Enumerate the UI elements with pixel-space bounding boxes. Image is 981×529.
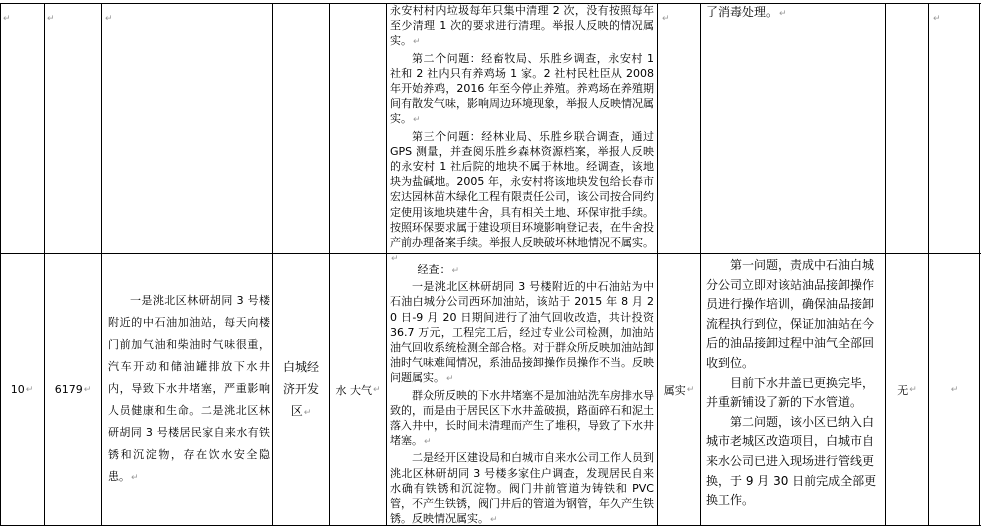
detail-paragraph: 一是洮北区林研胡同 3 号楼附近的中石油站为中石油白城分公司西环加油站，该站于 2015 年 8 月 20 日-9 月 20 日期间进行了油气回收改造，共计投资 36.7 万元，工程完工后，经过专业公司检测，加油站油气回收系统检测全部合格。对于群众所反映加油站卸油时气味难闻情况，系油品接卸操作员操作不当。反映问题属实。↵ (390, 280, 654, 385)
col-border (386, 3, 387, 526)
top-row-empty-district (332, 6, 382, 20)
row-rectification (706, 256, 882, 524)
row-accountability: 无 ↵ (897, 383, 917, 397)
detail-paragraph: 永安村村内垃圾每年只集中清理 2 次，没有按照每年至少清理 1 次的要求进行清理。举报人反映的情况属实。↵ (390, 4, 654, 48)
rectification-paragraph: 第一问题，责成中石油白城分公司立即对该站油品接卸操作员进行操作培训，确保油品接卸流程执行到位，保证加油站在今后的油品接卸过程中油气全部回收到位。 (706, 258, 875, 370)
col-border (979, 3, 980, 526)
detail-paragraph: 第二个问题：经畜牧局、乐胜乡调查，永安村 1 社和 2 社内只有养鸡场 1 家。2 社村民杜臣从 2008 年开始养鸡，2016 年至今停止养殖。养鸡场在养殖期间有散发气味，影响周边环境现象，举报人反映情况属实。↵ (390, 51, 654, 126)
row-extra: ↵ (950, 384, 959, 395)
top-row-empty-seq: ↵ (3, 14, 11, 24)
top-row-rectification: 了消毒处理。↵ (706, 5, 787, 19)
row-details (390, 262, 654, 524)
col-border (700, 3, 701, 526)
top-row-empty-id: ↵ (47, 14, 55, 24)
row-district: 白城经济开发区↵ (282, 359, 319, 418)
detail-paragraph: 第三个问题：经林业局、乐胜乡联合调查，通过 GPS 测量，并查阅乐胜乡森林资源档案，举报人反映的永安村 1 社后院的地块不属于林地。经调查，该地块为盐碱地。2005 年，永安村将该地块发包给长春市宏达园林苗木绿化工程有限责任公司，该公司按合同约定使用该地块建牛舍，具有相关土地、环保审批手续。按照环保要求属于建设项目环境影响登记表，在牛舍投产前办理备案手续。举报人反映破坏林地情况不属实。↵ (390, 129, 654, 265)
top-row-empty-verdict: ↵ (662, 14, 670, 24)
row-complaint: 一是洮北区林研胡同 3 号楼附近的中石油加油站，每天向楼门前加气油和柴油时气味很重，汽车开动和储油罐排放下水井内，导致下水井堵塞，严重影响人员健康和生命。二是洮北区林研胡同 3 号楼居民家自来水有铁锈和沉淀物，存在饮水安全隐患。↵ (108, 294, 270, 483)
top-row-details (390, 3, 654, 265)
col-border (101, 3, 102, 526)
row-id: 6179 ↵ (54, 383, 92, 396)
top-row-empty-complaint: ↵ (105, 14, 113, 24)
check-title: 经查：↵ (417, 263, 460, 276)
rectification-paragraph: 目前下水井盖已更换完毕，并重新铺设了新的下水管道。 (706, 375, 875, 410)
top-row-accountability: ↵ (933, 14, 941, 24)
detail-paragraph: 二是经开区建设局和白城市自来水公司工作人员到洮北区林研胡同 3 号楼多家住户调查，发现居民自来水确有铁锈和沉淀物。阀门井前管道为铸铁和 PVC 管，不产生铁锈，阀门井后的管道为钢管，年久产生铁锈。反映情况属实。↵ (390, 451, 654, 526)
row-verdict: 属实 ↵ (663, 383, 695, 397)
row-type: 水 大气 ↵ (335, 383, 381, 397)
rectification-paragraph: 第二问题，该小区已纳入白城市老城区改造项目，白城市自来水公司已进入现场进行管线更换，于 9 月 30 日前完成全部更换工作。 (706, 414, 877, 508)
row-seq: 10 ↵ (10, 383, 34, 396)
detail-paragraph: 群众所反映的下水井堵塞不是加油站洗车房排水导致的，而是由于居民区下水井盖破损，路面碎石和泥土落入井中，长时间未清理而产生了堆积，导致了下水井堵塞。↵ (390, 388, 654, 448)
